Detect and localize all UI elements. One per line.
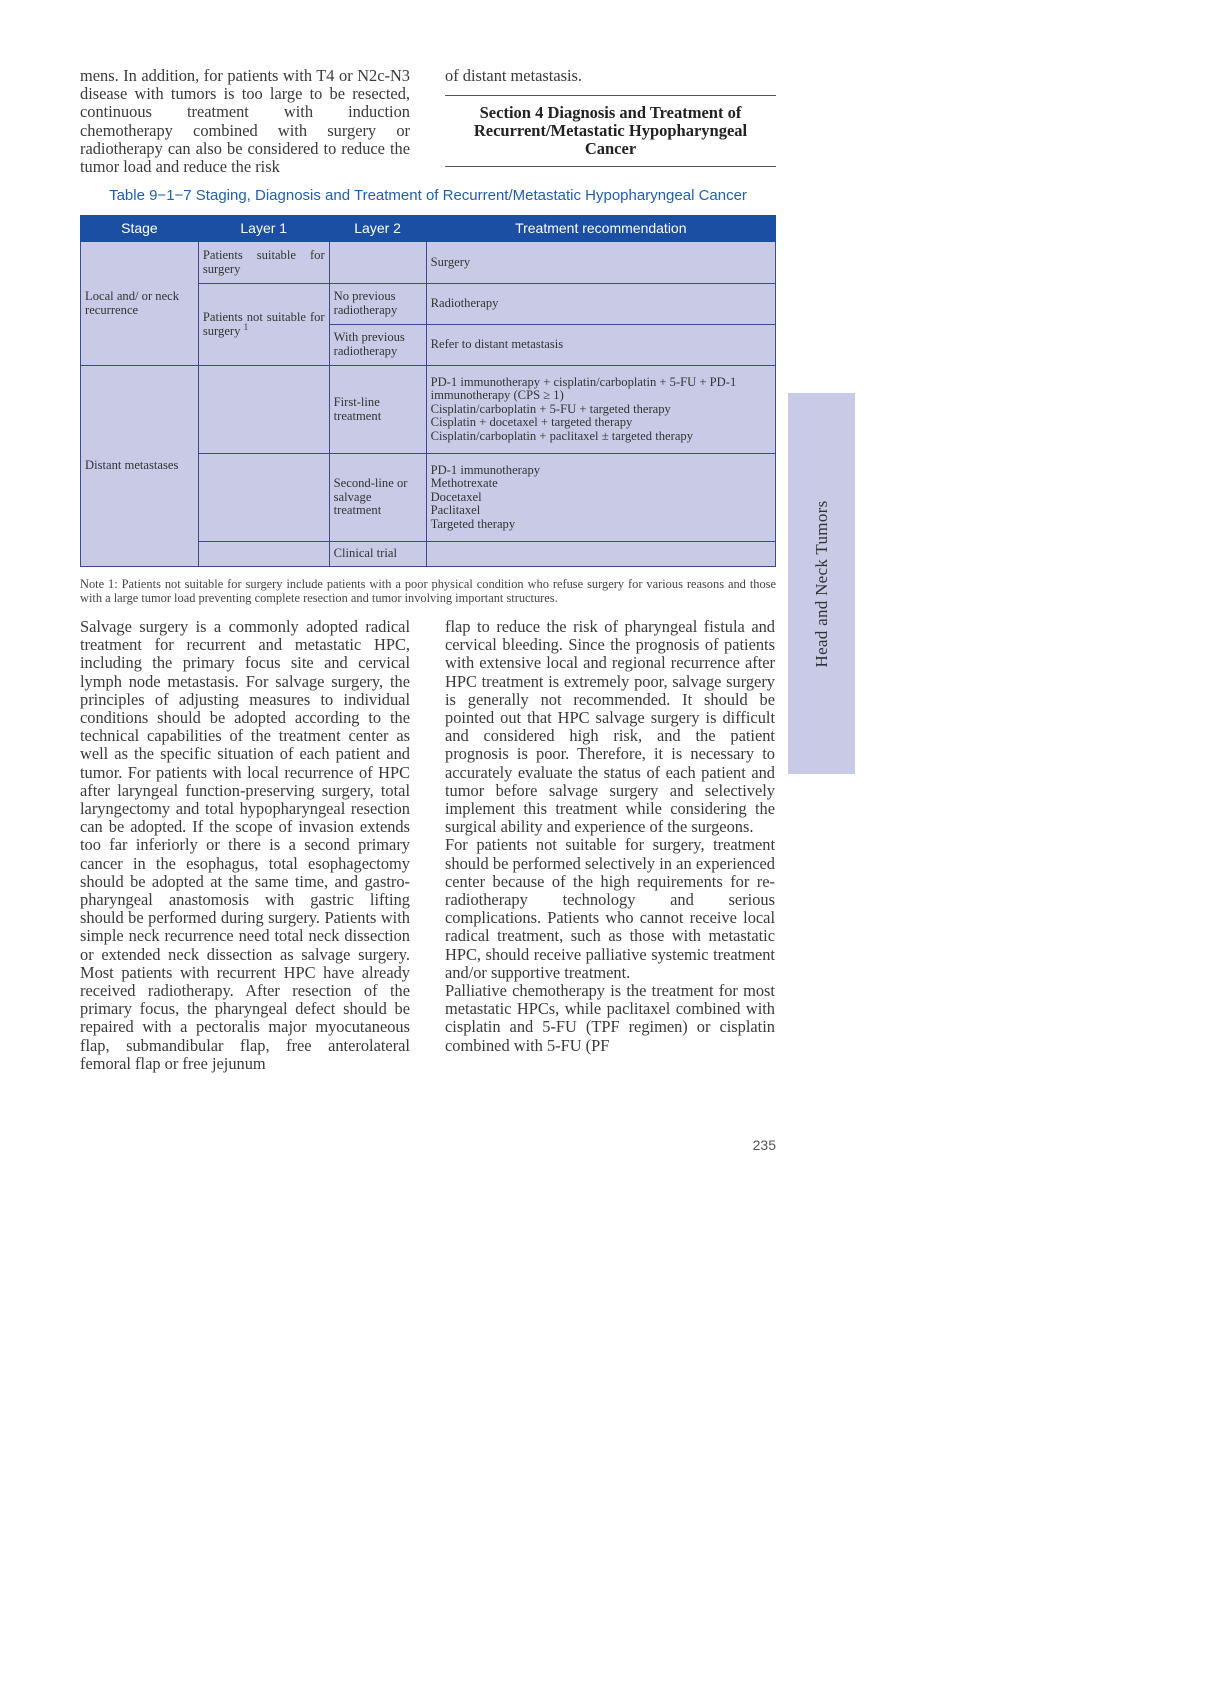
cell-stage-local: Local and/ or neck recurrence — [81, 242, 199, 366]
cell-surgery: Surgery — [426, 242, 775, 284]
cell-suitable-surgery: Patients suitable for surgery — [198, 242, 329, 284]
not-suitable-label: Patients not suitable for surgery — [202, 309, 325, 338]
chapter-side-tab — [788, 393, 855, 774]
cell-with-previous-radiotherapy: With previous radiotherapy — [329, 325, 426, 366]
cell-empty — [426, 542, 775, 567]
top-right-paragraph — [445, 67, 775, 85]
treatment-table — [80, 215, 776, 567]
treatment-item: PD-1 immunotherapy — [430, 462, 541, 477]
table-caption: Table 9−1−7 Staging, Diagnosis and Treatment of Recurrent/Metastatic Hypopharyngeal Cancer — [109, 187, 747, 204]
cell-stage-distant: Distant metastases — [81, 366, 199, 567]
treatment-item: Methotrexate — [430, 476, 498, 491]
cell-empty — [198, 366, 329, 454]
cell-second-line-treatments — [426, 454, 775, 542]
treatment-item: Cisplatin + docetaxel + targeted therapy — [430, 415, 633, 430]
body-left-column — [80, 618, 410, 1073]
treatment-item: PD-1 immunotherapy + cisplatin/carboplatin + 5-FU + PD-1 immunotherapy (CPS ≥ 1) — [430, 374, 737, 403]
header-layer-1: Layer 1 — [198, 216, 329, 242]
cell-no-previous-radiotherapy: No previous radiotherapy — [329, 284, 426, 325]
body-right-paragraph: Palliative chemotherapy is the treatment for most metastatic HPCs, while paclitaxel combined with cisplatin and 5-FU (TPF regimen) or cisplatin combined with 5-FU (PF — [445, 981, 775, 1055]
treatment-item: Targeted therapy — [430, 516, 516, 531]
cell-empty — [329, 242, 426, 284]
cell-first-line: First-line treatment — [329, 366, 426, 454]
treatment-item: Cisplatin/carboplatin + paclitaxel ± targeted therapy — [430, 428, 693, 443]
table-row — [81, 366, 776, 454]
section-heading: Section 4 Diagnosis and Treatment of Recurrent/Metastatic Hypopharyngeal Cancer — [473, 103, 748, 158]
treatment-item: Paclitaxel — [430, 503, 481, 518]
body-left-paragraph: Salvage surgery is a commonly adopted radical treatment for recurrent and metastatic HPC, including the primary focus site and cervical lymph node metastasis. For salvage surgery, the principles of adjusting measures to individual conditions should be adopted according to the technical capabilities of the treatment center as well as the specific situation of each patient and tumor. For patients with local recurrence of HPC after laryngeal function-preserving surgery, total laryngectomy and total hypopharyngeal resection can be adopted. If the scope of invasion extends too far inferiorly or there is a second primary cancer in the esophagus, total esophagectomy should be adopted at the same time, and gastro-pharyngeal anastomosis with gastric lifting should be performed during surgery. Patients with simple neck recurrence need total neck dissection or extended neck dissection as salvage surgery. Most patients with recurrent HPC have already received radiotherapy. After resection of the primary focus, the pharyngeal defect should be repaired with a pectoralis major myocutaneous flap, submandibular flap, free anterolateral femoral flap or free jejunum — [80, 617, 410, 1073]
cell-refer-distant: Refer to distant metastasis — [426, 325, 775, 366]
table-header-row — [81, 216, 776, 242]
header-treatment: Treatment recommendation — [426, 216, 775, 242]
side-tab-label: Head and Neck Tumors — [811, 499, 831, 668]
header-stage: Stage — [81, 216, 199, 242]
cell-not-suitable-surgery — [198, 284, 329, 366]
section-heading-box — [445, 95, 776, 167]
top-left-text: mens. In addition, for patients with T4 or N2c-N3 disease with tumors is too large to be resected, continuous treatment with induction chemotherapy combined with surgery or radiotherapy can also be considered to reduce the tumor load and reduce the risk — [80, 66, 410, 177]
body-right-paragraph: For patients not suitable for surgery, treatment should be performed selectively in an experienced center because of the high requirements for re-radiotherapy technology and serious complications. Patients who cannot receive local radical treatment, such as those with metastatic HPC, should receive palliative systemic treatment and/or supportive treatment. — [445, 835, 775, 982]
table-row — [81, 242, 776, 284]
cell-second-line: Second-line or salvage treatment — [329, 454, 426, 542]
page-number: 235 — [752, 1137, 776, 1153]
body-right-paragraph: flap to reduce the risk of pharyngeal fistula and cervical bleeding. Since the prognosis of patients with extensive local and regional recurrence after HPC treatment is extremely poor, salvage surgery is generally not recommended. It should be pointed out that HPC salvage surgery is difficult and considered high risk, and the patient prognosis is poor. Therefore, it is necessary to accurately evaluate the status of each patient and tumor before salvage surgery and selectively implement this treatment while considering the surgical ability and experience of the surgeons. — [445, 617, 775, 837]
cell-radiotherapy: Radiotherapy — [426, 284, 775, 325]
footnote-marker: 1 — [243, 321, 249, 332]
cell-clinical-trial: Clinical trial — [329, 542, 426, 567]
top-left-paragraph — [80, 67, 410, 176]
top-right-text: of distant metastasis. — [445, 66, 583, 85]
header-layer-2: Layer 2 — [329, 216, 426, 242]
body-right-column — [445, 618, 775, 1055]
cell-empty — [198, 542, 329, 567]
cell-first-line-treatments — [426, 366, 775, 454]
treatment-item: Cisplatin/carboplatin + 5-FU + targeted therapy — [430, 401, 671, 416]
treatment-item: Docetaxel — [430, 489, 482, 504]
cell-empty — [198, 454, 329, 542]
table-note: Note 1: Patients not suitable for surgery include patients with a poor physical condition who refuse surgery for various reasons and those with a large tumor load preventing complete resection and tumor involving important structures. — [80, 577, 776, 605]
